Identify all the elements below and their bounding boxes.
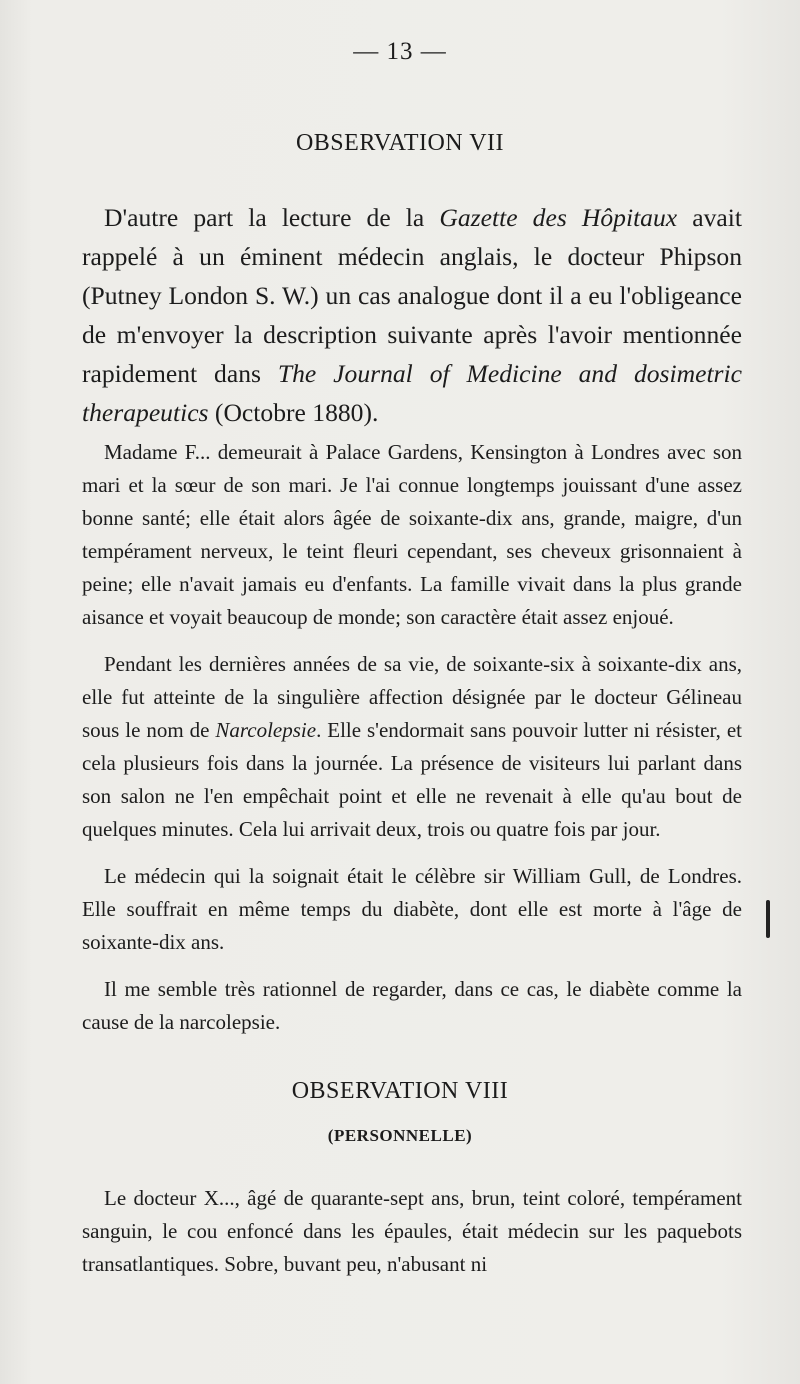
- observation-8-body: [82, 1182, 742, 1281]
- paragraph-narcolepsie: [82, 648, 742, 846]
- observation-8-heading: OBSERVATION VIII: [291, 1078, 509, 1104]
- paragraph-medecin: Le médecin qui la soignait était le célèbre sir William Gull, de Londres. Elle souffrait en même temps du diabète, dont elle est morte à l'âge de soixante-dix ans.: [82, 864, 742, 954]
- term-narcolepsie: Narcolepsie: [215, 718, 317, 742]
- observation-7-intro: [82, 198, 742, 432]
- narcolepsie-text-2: . Elle s'endormait sans pouvoir lutter ni résister, et cela plusieurs fois dans la journée. La présence de visiteurs lui parlant dans son salon ne l'en empêchait point et elle ne revenait à elle qu'au bout de quelques minutes. Cela lui arrivait deux, trois ou quatre fois par jour.: [82, 718, 742, 841]
- intro-text-2: avait rappelé à un éminent médecin anglais, le docteur Phipson (Putney London S. W.) un cas analogue dont il a eu l'obligeance de m'envoyer la description suivante après l'avoir mentionnée rapidement dans: [82, 203, 742, 388]
- margin-mark: [766, 900, 770, 938]
- journal-title-medicine: The Journal of Medicine and dosimetric therapeutics: [82, 359, 742, 427]
- narcolepsie-text-1: Pendant les dernières années de sa vie, de soixante-six à soixante-dix ans, elle fut atteinte de la singulière affection désignée par le docteur Gélineau sous le nom de: [82, 652, 742, 742]
- observation-8-subheading: (PERSONNELLE): [327, 1126, 473, 1145]
- paragraph-madame-f: Madame F... demeurait à Palace Gardens, Kensington à Londres avec son mari et la sœur de son mari. Je l'ai connue longtemps jouissant d'une assez bonne santé; elle était alors âgée de soixante-dix ans, grande, maigre, d'un tempérament nerveux, le teint fleuri cependant, ses cheveux grisonnaient à peine; elle n'avait jamais eu d'enfants. La famille vivait dans la plus grande aisance et voyait beaucoup de monde; son caractère était assez enjoué.: [82, 440, 742, 629]
- observation-7-body: [82, 436, 742, 1039]
- observation-7-heading: OBSERVATION VII: [295, 130, 505, 156]
- journal-title-gazette: Gazette des Hôpitaux: [439, 203, 678, 232]
- intro-text-1: D'autre part la lecture de la: [104, 203, 440, 232]
- intro-text-3: (Octobre 1880).: [208, 398, 379, 427]
- paragraph-diabete: Il me semble très rationnel de regarder, dans ce cas, le diabète comme la cause de la narcolepsie.: [82, 977, 742, 1034]
- page-number: — 13 —: [353, 38, 447, 65]
- paragraph-docteur-x: Le docteur X..., âgé de quarante-sept ans, brun, teint coloré, tempérament sanguin, le cou enfoncé dans les épaules, était médecin sur les paquebots transatlantiques. Sobre, buvant peu, n'abusant ni: [82, 1186, 742, 1276]
- intro-paragraph: [82, 198, 742, 432]
